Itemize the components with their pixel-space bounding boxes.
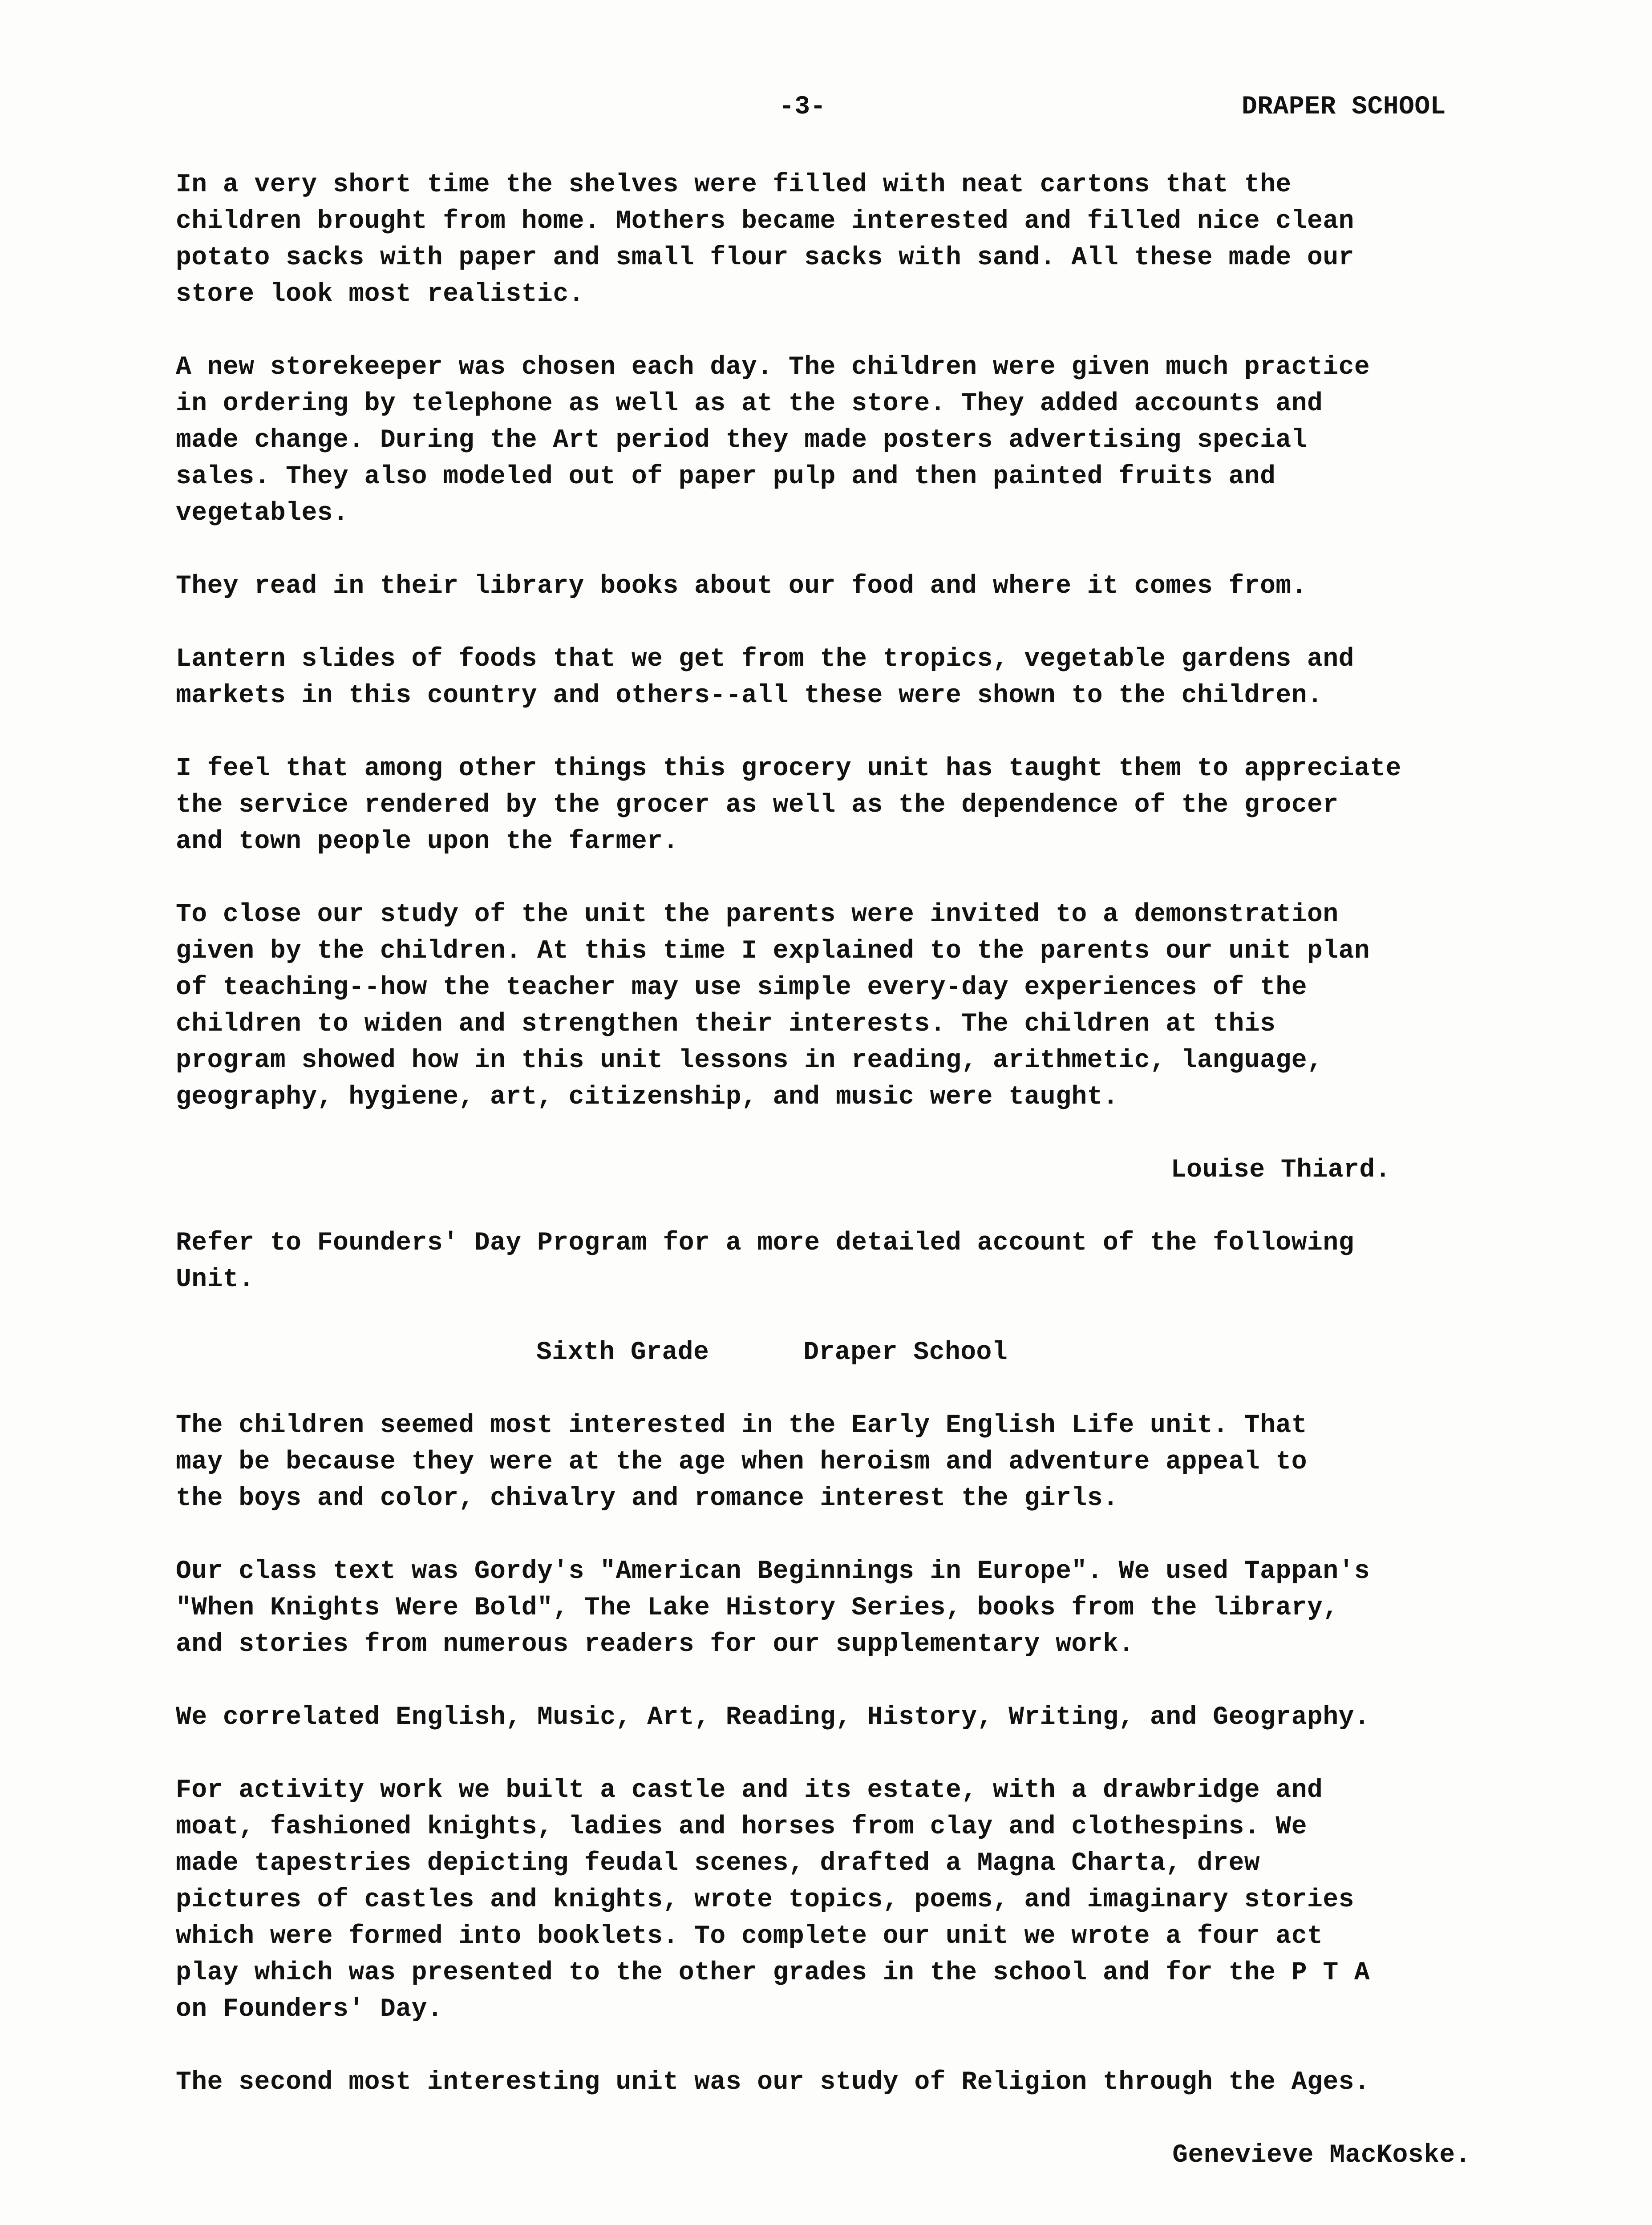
paragraph-class-text: Our class text was Gordy's "American Beginnings in Europe". We used Tappan's "When Knights Were Bold", The Lake History Series, books from the library, and stories from numerous readers for our supplementary work. <box>176 1557 1370 1659</box>
signature-mackoske: Genevieve MacKoske. <box>1172 2141 1471 2170</box>
paragraph-appreciation: I feel that among other things this grocery unit has taught them to appreciate the service rendered by the grocer as well as the dependence of the grocer and town people upon the farmer. <box>176 754 1401 856</box>
paragraph-storekeeper: A new storekeeper was chosen each day. The children were given much practice in ordering by telephone as well as at the store. They added accounts and made change. During the Art period they made posters advertising special sales. They also modeled out of paper pulp and then painted fruits and vegetables. <box>176 353 1370 528</box>
paragraph-correlated: We correlated English, Music, Art, Reading, History, Writing, and Geography. <box>176 1703 1370 1732</box>
paragraph-early-english: The children seemed most interested in the Early English Life unit. That may be because they were at the age when heroism and adventure appeal to the boys and color, chivalry and romance interest the girls. <box>176 1411 1308 1513</box>
paragraph-demonstration: To close our study of the unit the parents were invited to a demonstration given by the children. At this time I explained to the parents our unit plan of teaching--how the teacher may use simple every-day experiences of the children to widen and strengthen their interests. The children at this program showed how in this unit lessons in reading, arithmetic, language, geography, hygiene, art, citizenship, and music were taught. <box>176 900 1370 1112</box>
paragraph-cartons: In a very short time the shelves were filled with neat cartons that the children brought from home. Mothers became interested and filled nice clean potato sacks with paper and small flour sacks with sand. All these made our store look most realistic. <box>176 170 1354 309</box>
paragraph-activity-work: For activity work we built a castle and its estate, with a drawbridge and moat, fashioned knights, ladies and horses from clay and clothespins. We made tapestries depicting feudal scenes, drafted a Magna Charta, drew pictures of castles and knights, wrote topics, poems, and imaginary stories which were formed into booklets. To complete our unit we wrote a four act play which was presented to the other grades in the school and for the P T A on Founders' Day. <box>176 1776 1370 2024</box>
document-body <box>176 167 1600 2174</box>
signature-thiard: Louise Thiard. <box>1170 1156 1391 1185</box>
page-number: -3- <box>779 93 826 121</box>
paragraph-reference: Refer to Founders' Day Program for a more detailed account of the following Unit. <box>176 1229 1354 1294</box>
section-heading: Sixth Grade Draper School <box>536 1338 1008 1367</box>
paragraph-lantern-slides: Lantern slides of foods that we get from the tropics, vegetable gardens and markets in this country and others--all these were shown to the children. <box>176 645 1354 710</box>
paragraph-library: They read in their library books about our food and where it comes from. <box>176 572 1308 601</box>
paragraph-religion: The second most interesting unit was our study of Religion through the Ages. <box>176 2068 1370 2097</box>
school-header: DRAPER SCHOOL <box>1242 93 1446 121</box>
